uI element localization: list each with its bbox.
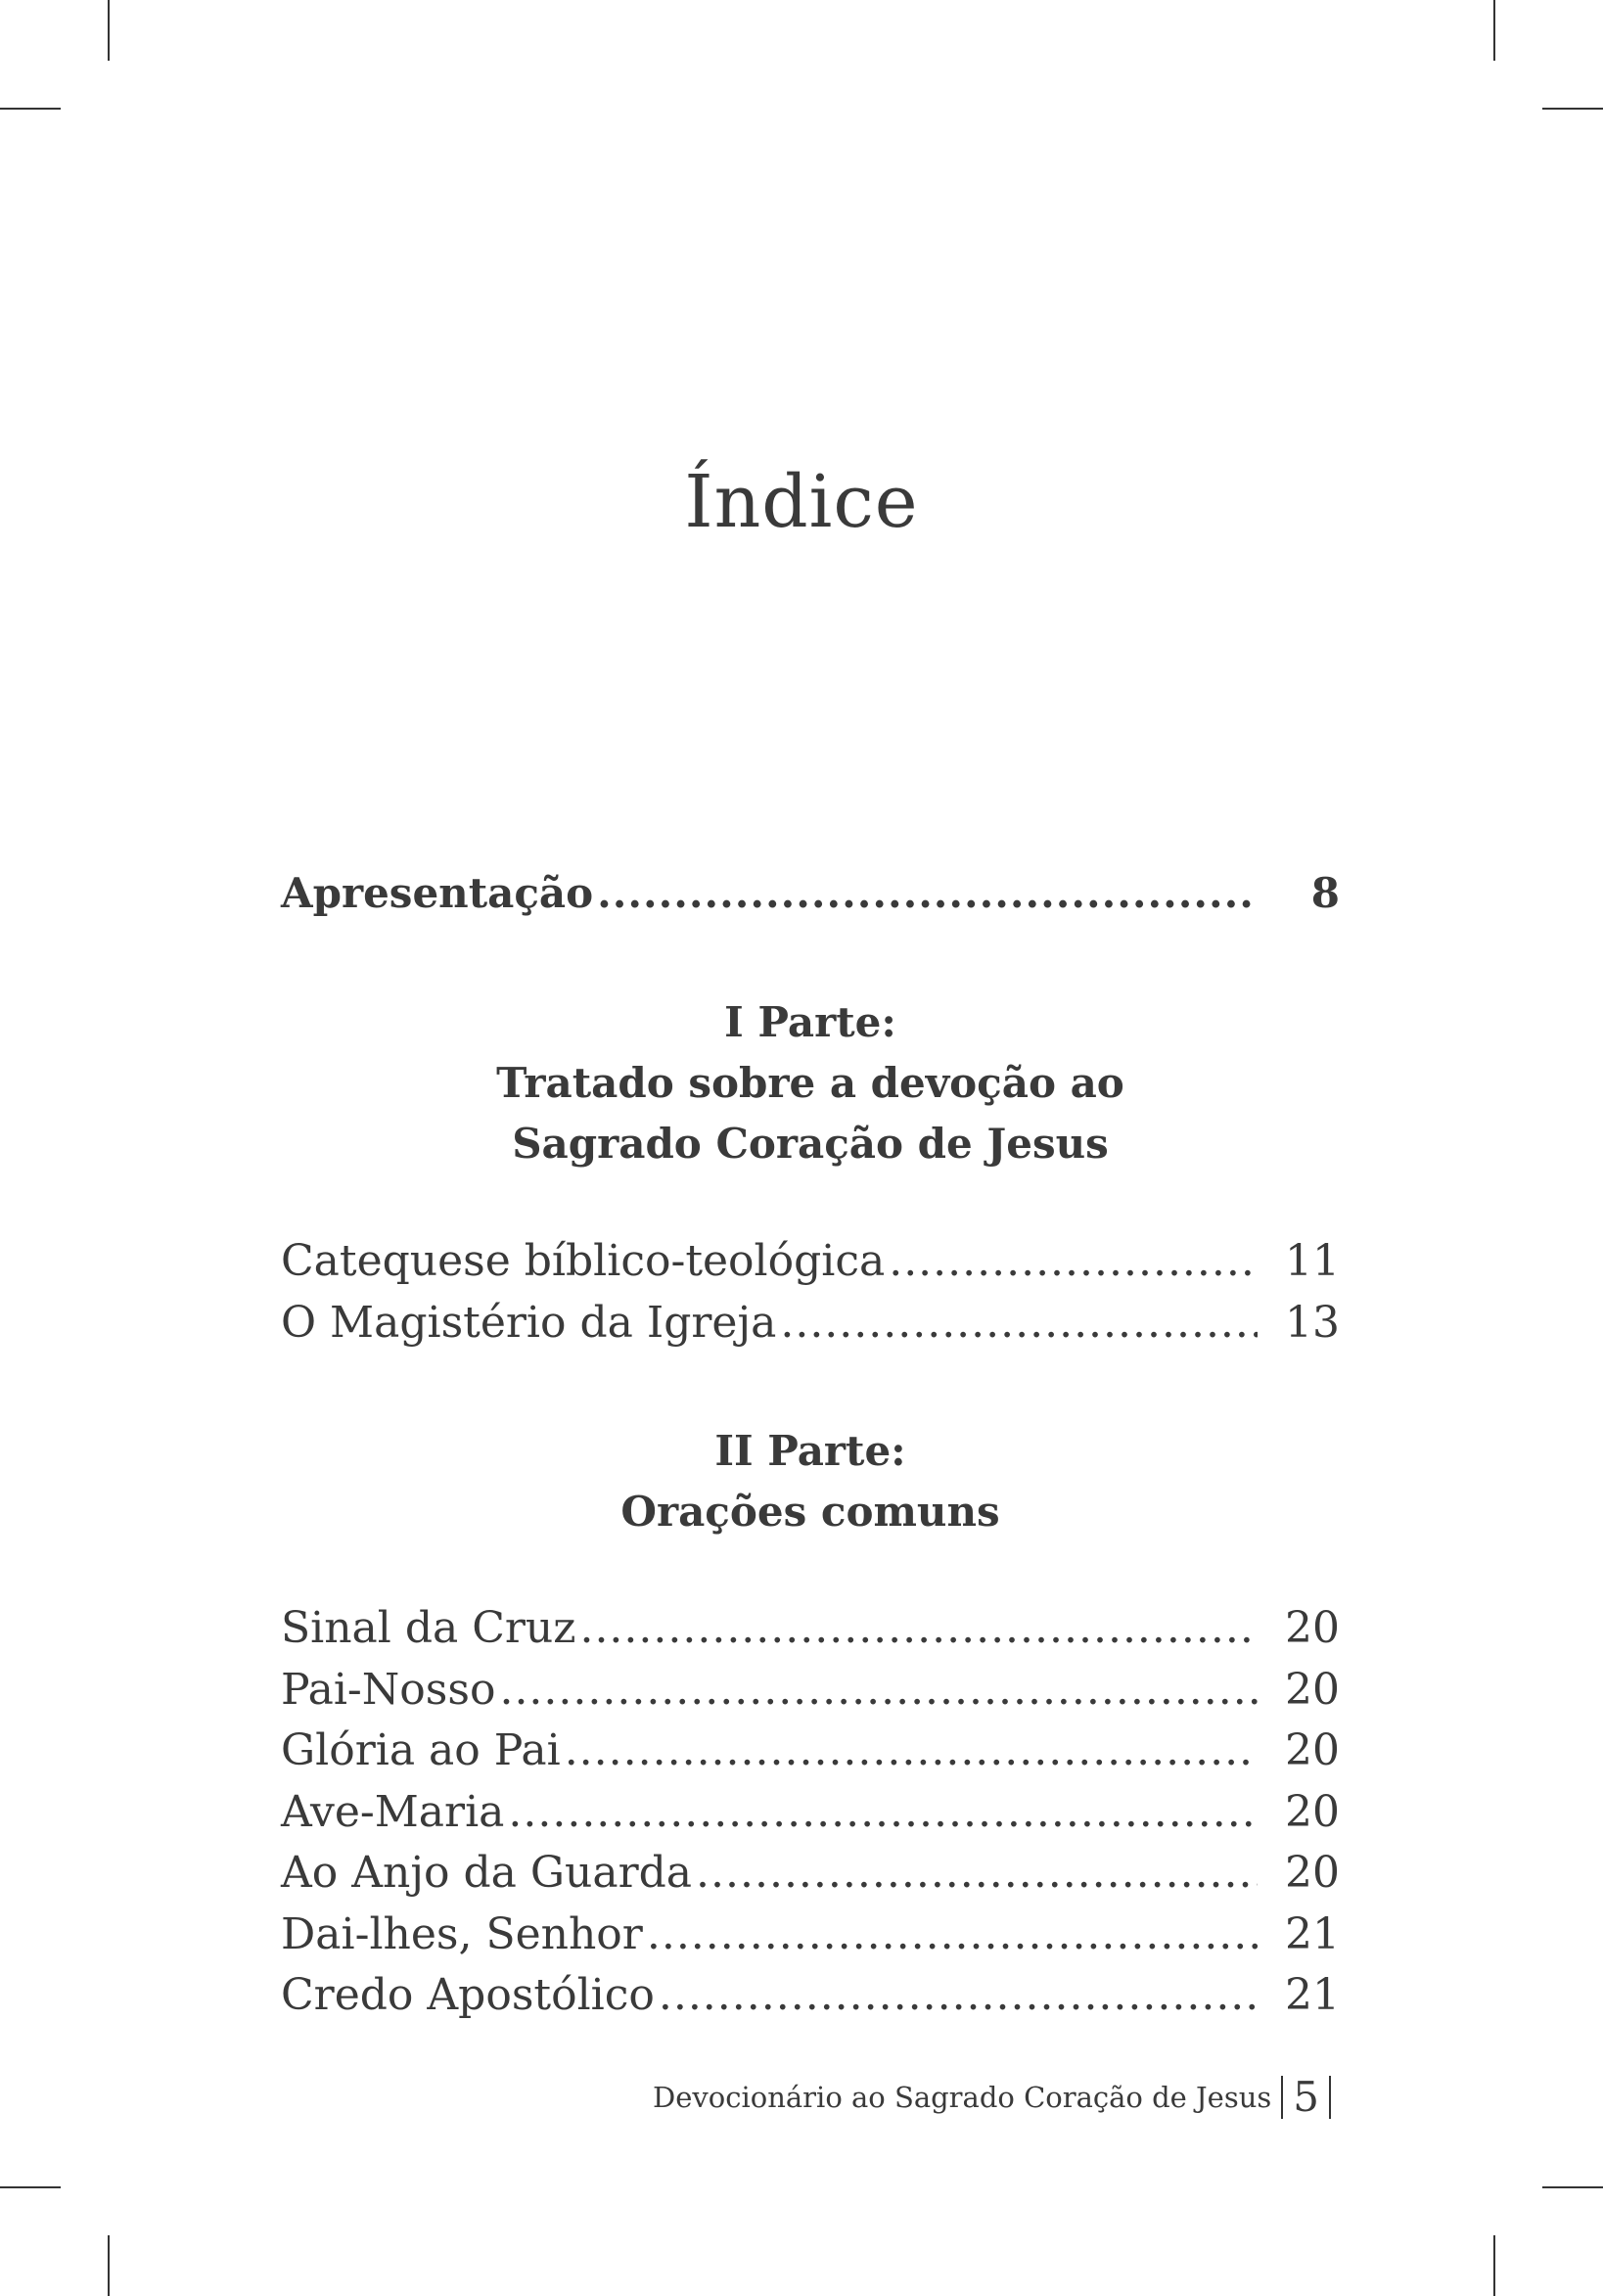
- crop-mark-bottom-right-vertical: [1493, 2235, 1495, 2296]
- footer-divider: [1281, 2076, 1283, 2119]
- dot-leader: [499, 1665, 1258, 1715]
- dot-leader: [597, 869, 1258, 917]
- dot-leader: [780, 1298, 1258, 1348]
- footer-divider: [1329, 2076, 1331, 2119]
- part-1-heading: [281, 992, 1340, 1174]
- toc-entry-page: 21: [1285, 1909, 1340, 1959]
- toc-entry-apresentacao: [281, 869, 1340, 930]
- dot-leader: [565, 1725, 1258, 1775]
- toc-entry: [281, 1725, 1340, 1786]
- toc-entry: [281, 1848, 1340, 1908]
- toc-entry-label: Pai-Nosso: [281, 1665, 496, 1715]
- toc-entry-page: 20: [1285, 1665, 1340, 1715]
- dot-leader: [579, 1603, 1258, 1653]
- dot-leader: [696, 1848, 1258, 1898]
- part-2-title: II Parte:: [714, 1427, 906, 1475]
- dot-leader: [889, 1236, 1258, 1286]
- part-1-title: I Parte:: [724, 998, 896, 1046]
- part-1-subtitle-line-2: Sagrado Coração de Jesus: [512, 1120, 1109, 1168]
- toc-entry: [281, 1236, 1340, 1297]
- toc-entry: [281, 1787, 1340, 1848]
- toc-entry: [281, 1909, 1340, 1970]
- toc-entry: [281, 1603, 1340, 1664]
- crop-mark-top-right-horizontal: [1542, 108, 1603, 110]
- toc-entry-label: Credo Apostólico: [281, 1970, 655, 2020]
- crop-mark-bottom-left-vertical: [108, 2235, 110, 2296]
- toc-entry-label: Catequese bíblico-teológica: [281, 1236, 886, 1286]
- crop-mark-bottom-right-horizontal: [1542, 2186, 1603, 2188]
- footer-book-title: Devocionário ao Sagrado Coração de Jesus: [652, 2080, 1272, 2114]
- footer-page-number: 5: [1293, 2073, 1319, 2121]
- running-footer: [653, 2073, 1341, 2121]
- toc-entry: [281, 1665, 1340, 1725]
- part-1-subtitle-line-1: Tratado sobre a devoção ao: [496, 1059, 1124, 1107]
- toc-entry-label: Apresentação: [281, 869, 594, 917]
- crop-mark-top-left-horizontal: [0, 108, 61, 110]
- toc-entry-page: 20: [1285, 1725, 1340, 1775]
- crop-mark-top-right-vertical: [1493, 0, 1495, 61]
- toc-entry-label: Sinal da Cruz: [281, 1603, 576, 1653]
- toc-entry-page: 20: [1285, 1603, 1340, 1653]
- toc-entry: [281, 1298, 1340, 1358]
- dot-leader: [647, 1909, 1258, 1959]
- toc-entry-label: Glória ao Pai: [281, 1725, 561, 1775]
- toc-entry-label: Ave-Maria: [281, 1787, 505, 1837]
- toc-entry-label: Ao Anjo da Guarda: [281, 1848, 693, 1898]
- part-2-subtitle: Orações comuns: [620, 1488, 1000, 1536]
- dot-leader: [659, 1970, 1258, 2020]
- crop-mark-bottom-left-horizontal: [0, 2186, 61, 2188]
- toc-entry-page: 20: [1285, 1848, 1340, 1898]
- toc-entry-page: 13: [1285, 1298, 1340, 1348]
- toc-entry-label: O Magistério da Igreja: [281, 1298, 777, 1348]
- toc-entry-label: Dai-lhes, Senhor: [281, 1909, 643, 1959]
- page-title: Índice: [684, 460, 919, 544]
- dot-leader: [508, 1787, 1258, 1837]
- toc-entry-page: 11: [1285, 1236, 1340, 1286]
- part-2-heading: [281, 1421, 1340, 1542]
- crop-mark-top-left-vertical: [108, 0, 110, 61]
- toc-entry: [281, 1970, 1340, 2031]
- toc-entry-page: 20: [1285, 1787, 1340, 1837]
- toc-entry-page: 21: [1285, 1970, 1340, 2020]
- toc-entry-page: 8: [1310, 869, 1340, 917]
